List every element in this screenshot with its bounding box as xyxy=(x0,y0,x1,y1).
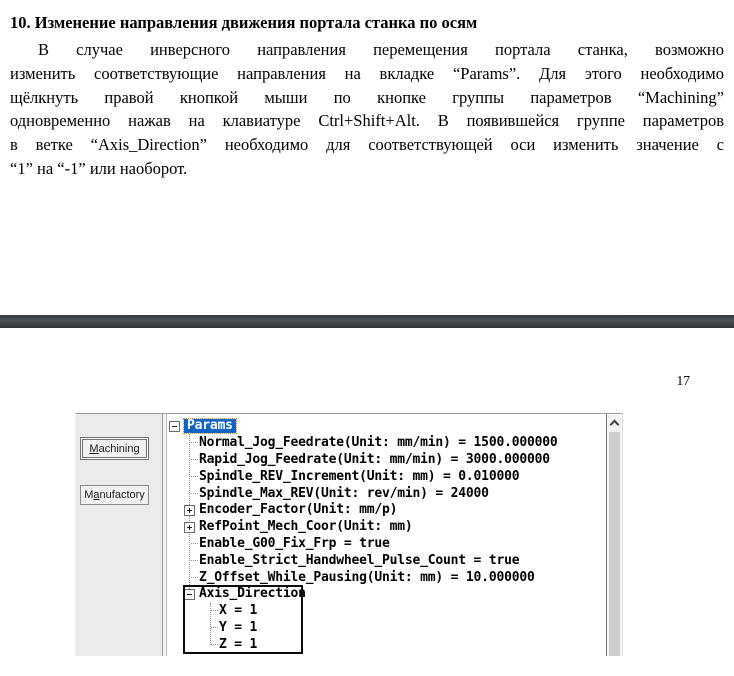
scroll-up-button[interactable] xyxy=(608,415,621,431)
tree-scrollbar[interactable] xyxy=(608,415,621,656)
tree-branch-dash xyxy=(191,442,198,444)
tree-node-label[interactable]: Y = 1 xyxy=(219,619,258,635)
tree-branch-dash xyxy=(191,459,198,461)
tree-node-label[interactable]: Normal_Jog_Feedrate(Unit: mm/min) = 1500.000000 xyxy=(199,435,558,451)
tree-row[interactable] xyxy=(167,620,605,637)
param-tree[interactable] xyxy=(167,418,605,656)
tree-branch-dash xyxy=(211,644,218,646)
tree-row[interactable] xyxy=(167,536,605,553)
section-heading: 10. Изменение направления движения портала станка по осям xyxy=(10,13,478,32)
page-number: 17 xyxy=(676,373,690,388)
expand-plus-icon[interactable] xyxy=(184,505,195,516)
param-group-panel xyxy=(76,414,162,656)
manufactory-button[interactable] xyxy=(80,485,149,505)
tree-branch-dash xyxy=(191,493,198,495)
paragraph-line: в ветке “Axis_Direction” необходимо для соответствующей оси изменить значение с xyxy=(10,135,724,155)
tree-row[interactable] xyxy=(167,468,605,485)
tree-branch-dash xyxy=(211,627,218,629)
machining-button[interactable] xyxy=(80,437,149,460)
tree-node-label[interactable]: Spindle_REV_Increment(Unit: mm) = 0.010000 xyxy=(199,468,520,484)
tree-node-label[interactable]: Z_Offset_While_Pausing(Unit: mm) = 10.000000 xyxy=(199,569,535,585)
tree-branch-dash xyxy=(211,610,218,612)
app-screenshot xyxy=(75,413,623,656)
page-break-bar xyxy=(0,315,734,328)
tree-row[interactable] xyxy=(167,418,605,435)
tree-node-label[interactable]: X = 1 xyxy=(219,603,258,619)
tree-row[interactable] xyxy=(167,569,605,586)
tree-node-label[interactable]: Enable_Strict_Handwheel_Pulse_Count = true xyxy=(199,552,520,568)
tree-node-label[interactable]: Params xyxy=(184,419,236,433)
paragraph-line: изменить соответствующие направления на вкладке “Params”. Для этого необходимо xyxy=(10,63,724,83)
tree-row[interactable] xyxy=(167,586,605,603)
paragraph-line: одновременно нажав на клавиатуре Ctrl+Shift+Alt. В появившейся группе параметров xyxy=(10,111,724,131)
tree-row[interactable] xyxy=(167,485,605,502)
scrollbar-separator xyxy=(606,414,607,656)
tree-node-label[interactable]: Rapid_Jog_Feedrate(Unit: mm/min) = 3000.000000 xyxy=(199,451,550,467)
paragraph-line: щёлкнуть правой кнопкой мыши по кнопке группы параметров “Machining” xyxy=(10,87,724,107)
tree-branch-dash xyxy=(191,577,198,579)
collapse-minus-icon[interactable] xyxy=(169,421,180,432)
tree-row[interactable] xyxy=(167,636,605,653)
tree-branch-dash xyxy=(191,543,198,545)
collapse-minus-icon[interactable] xyxy=(184,589,195,600)
tree-node-label[interactable]: Axis_Direction xyxy=(199,586,306,602)
tree-row[interactable] xyxy=(167,603,605,620)
tree-row[interactable] xyxy=(167,519,605,536)
paragraph-line: “1” на “-1” или наоборот. xyxy=(10,158,188,178)
expand-plus-icon[interactable] xyxy=(184,522,195,533)
tree-node-label[interactable]: Spindle_Max_REV(Unit: rev/min) = 24000 xyxy=(199,485,489,501)
tree-connector-line xyxy=(210,603,211,645)
button-label: Manufactory xyxy=(84,489,145,501)
tree-row[interactable] xyxy=(167,435,605,452)
tree-row[interactable] xyxy=(167,452,605,469)
tree-node-label[interactable]: Z = 1 xyxy=(219,636,258,652)
paragraph-line: В случае инверсного направления перемещения портала станка, возможно xyxy=(38,40,724,59)
tree-row[interactable] xyxy=(167,552,605,569)
chevron-up-icon xyxy=(610,420,620,430)
tree-node-label[interactable]: RefPoint_Mech_Coor(Unit: mm) xyxy=(199,519,413,535)
tree-branch-dash xyxy=(191,560,198,562)
button-label: Machining xyxy=(89,442,140,455)
tree-branch-dash xyxy=(191,476,198,478)
tree-node-label[interactable]: Enable_G00_Fix_Frp = true xyxy=(199,535,390,551)
tree-node-label[interactable]: Encoder_Factor(Unit: mm/p) xyxy=(199,502,398,518)
tree-row[interactable] xyxy=(167,502,605,519)
body-paragraph xyxy=(10,38,724,181)
scrollbar-track[interactable] xyxy=(609,432,620,656)
